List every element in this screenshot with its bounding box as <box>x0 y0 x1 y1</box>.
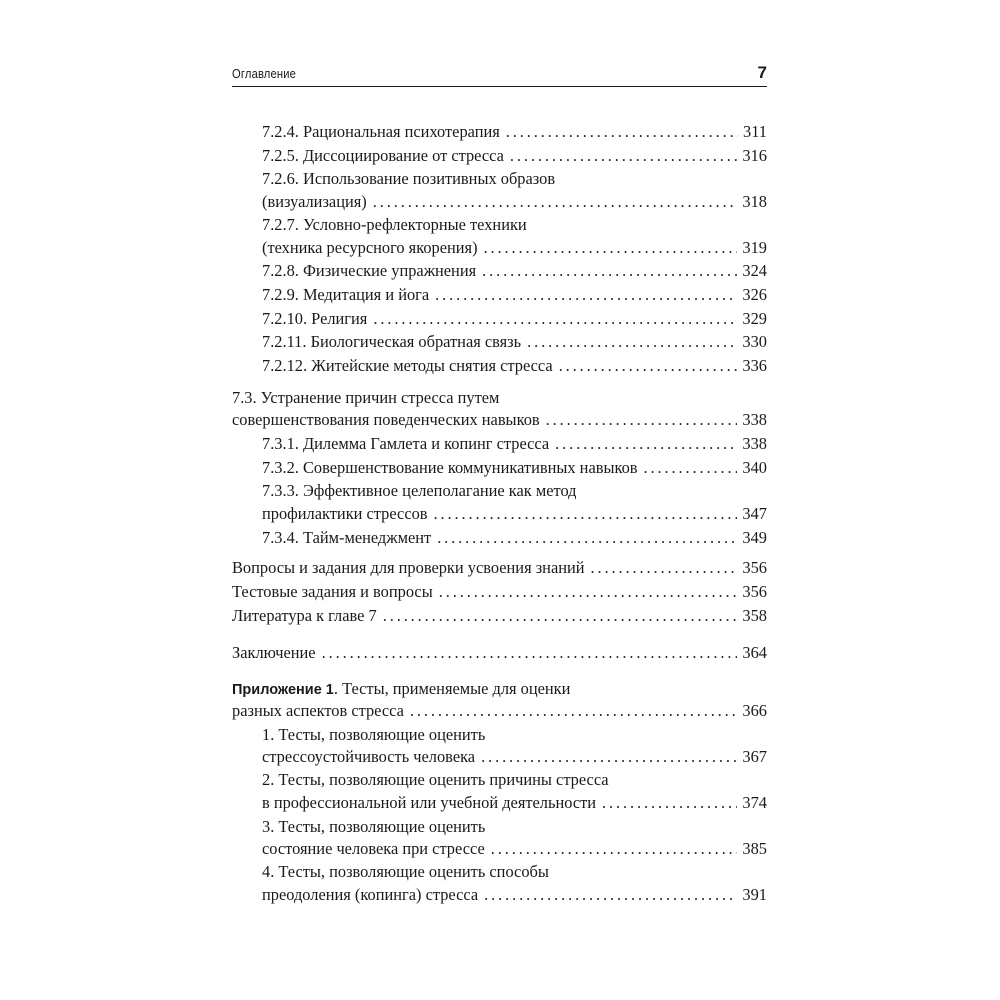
toc-line: 4. Тесты, позволяющие оценить способы <box>262 862 549 881</box>
toc-line: состояние человека при стрессе . . . 385 <box>262 837 767 860</box>
toc-line: преодоления (копинга) стресса . . . 391 <box>262 883 767 906</box>
toc-line: 7.2.9. Медитация и йога . . . 326 <box>262 283 767 306</box>
toc-line: 7.3.1. Дилемма Гамлета и копинг стресса . . . 338 <box>262 432 767 455</box>
toc-line: Литература к главе 7 . . . 358 <box>232 604 767 627</box>
page-number: 7 <box>757 63 767 82</box>
toc-line: 7.2.8. Физические упражнения . . . 324 <box>262 259 767 282</box>
toc-line: 1. Тесты, позволяющие оценить <box>262 725 486 744</box>
toc-line: Приложение 1. Тесты, применяемые для оценки <box>232 679 571 698</box>
toc-line: 7.2.11. Биологическая обратная связь . . . 330 <box>262 330 767 353</box>
toc-line: (визуализация) . . . 318 <box>262 190 767 213</box>
running-head-title: Оглавление <box>232 66 297 81</box>
toc-line: 7.3.4. Тайм-менеджмент . . . 349 <box>262 526 767 549</box>
toc-line: профилактики стрессов . . . 347 <box>262 502 767 525</box>
toc-line: 7.2.6. Использование позитивных образов <box>262 169 556 188</box>
toc-line: 7.2.4. Рациональная психотерапия . . . 311 <box>262 120 767 143</box>
toc-line: 7.3.3. Эффективное целеполагание как метод <box>262 481 577 500</box>
toc-line: 7.3. Устранение причин стресса путем <box>232 388 500 407</box>
toc-line: Заключение . . . 364 <box>232 641 767 664</box>
toc-page <box>232 62 767 904</box>
toc-line: 7.2.12. Житейские методы снятия стресса . . . 336 <box>262 354 767 377</box>
appendix-label: Приложение 1 <box>232 682 334 698</box>
toc-line: Тестовые задания и вопросы . . . 356 <box>232 580 767 603</box>
toc-line: Вопросы и задания для проверки усвоения знаний . . . 356 <box>232 556 767 579</box>
running-head <box>232 62 767 87</box>
toc-line: 7.3.2. Совершенствование коммуникативных навыков . . . 340 <box>262 456 767 479</box>
toc-line: 2. Тесты, позволяющие оценить причины стресса <box>262 770 609 789</box>
toc-line: (техника ресурсного якорения) . . . 319 <box>262 236 767 259</box>
toc-line: 7.2.7. Условно-рефлекторные техники <box>262 215 527 234</box>
toc-line: стрессоустойчивость человека . . . 367 <box>262 745 767 768</box>
toc-line: в профессиональной или учебной деятельности . . . 374 <box>262 791 767 814</box>
toc-line: 7.2.10. Религия . . . 329 <box>262 307 767 330</box>
toc-line: 3. Тесты, позволяющие оценить <box>262 817 486 836</box>
toc-line: совершенствования поведенческих навыков . . . 338 <box>232 408 767 431</box>
toc-line: разных аспектов стресса . . . 366 <box>232 699 767 722</box>
toc-line: 7.2.5. Диссоциирование от стресса . . . 316 <box>262 144 767 167</box>
